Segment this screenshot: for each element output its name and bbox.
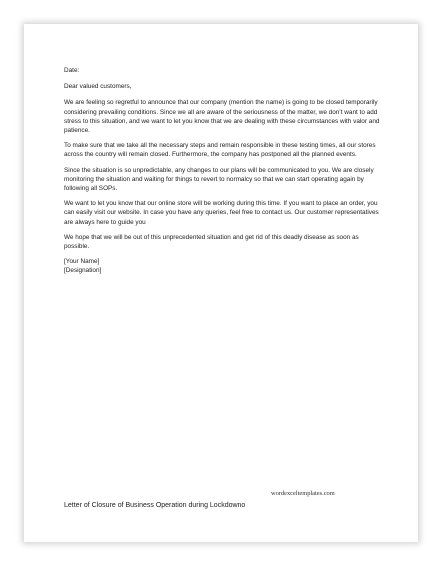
paragraph-2: To make sure that we take all the necessary steps and remain responsible in these testing times, all our stores across the country will remain closed. Furthermore, the company has postponed all the planned events. xyxy=(64,142,376,159)
signature-block xyxy=(64,257,384,275)
footer-title: Letter of Closure of Business Operation during Lockdowno xyxy=(64,502,246,509)
letter-body xyxy=(64,66,384,276)
date-label: Date: xyxy=(64,67,80,74)
website-watermark: wordexceltemplates.com xyxy=(271,490,335,497)
signature-designation: [Designation] xyxy=(64,267,102,275)
greeting: Dear valued customers, xyxy=(64,83,132,91)
paragraph-5: We hope that we will be out of this unprecedented situation and get rid of this deadly disease as soon as possible. xyxy=(64,233,359,251)
paragraph-4: We want to let you know that our online store will be working during this time. If you want to place an order, you can easily visit our website. In case you have any queries, feel free to contact us. Our customer representatives are always here to guide you xyxy=(64,200,379,226)
document-page xyxy=(24,24,418,542)
paragraph-3: Since the situation is so unpredictable, any changes to our plans will be communicated to you. We are closely monitoring the situation and waiting for things to revert to normalcy so that we can start operating again by following all SOPs. xyxy=(64,166,374,193)
signature-name: [Your Name] xyxy=(64,258,100,266)
paragraph-1: We are feeling so regretful to announce that our company (mention the name) is going to be closed temporarily considering prevailing conditions. Since we all are aware of the seriousness of the matter, we don’t want to add stress to this situation, and we want to let you know that we are dealing with these circumstances with valor and patience. xyxy=(64,99,380,135)
